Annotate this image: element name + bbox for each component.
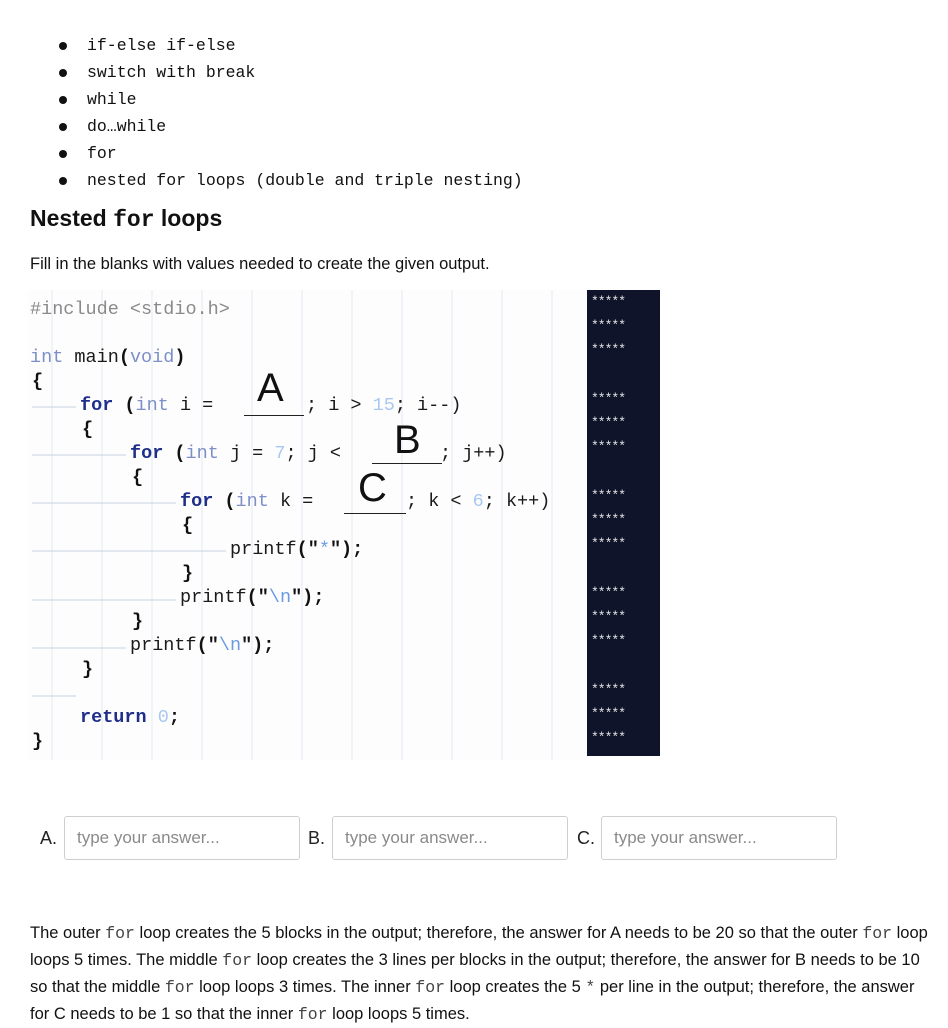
code-token: int xyxy=(135,395,169,416)
code-token: \n xyxy=(268,587,292,608)
code-token: ; j < xyxy=(285,443,353,464)
answer-a-input[interactable] xyxy=(64,816,300,860)
code-token: "); xyxy=(329,539,364,560)
code-line-return xyxy=(80,707,180,728)
bullet-dot xyxy=(59,123,67,131)
code-token: #include xyxy=(30,299,119,320)
output-row: ***** xyxy=(591,730,626,745)
code-line-outer-for xyxy=(80,395,224,416)
code-token: ) xyxy=(174,347,186,368)
code-line-printf-star xyxy=(230,539,363,560)
heading-text: loops xyxy=(154,205,223,231)
code-line-open-brace: { xyxy=(32,371,44,392)
explanation-code: * xyxy=(585,978,596,997)
code-line-close-brace: } xyxy=(182,563,194,584)
output-row: ***** xyxy=(591,536,626,551)
list-item-text: switch with break xyxy=(87,63,256,82)
explanation-segment: loop loops 3 times. The inner xyxy=(194,978,416,996)
code-token: for xyxy=(180,491,214,512)
list-item xyxy=(58,61,523,88)
topic-list xyxy=(58,34,523,196)
answer-c-input[interactable] xyxy=(601,816,837,860)
code-token: int xyxy=(235,491,269,512)
code-token: ; k++) xyxy=(483,491,551,512)
output-row: ***** xyxy=(591,488,626,503)
code-token: void xyxy=(129,347,175,368)
explanation-segment: loop loops 5 times. The middle xyxy=(30,924,928,969)
output-row: ***** xyxy=(591,439,626,454)
explanation-segment: per line in the output; therefore, the answer for C needs to be 1 so that the inner xyxy=(30,978,915,1023)
code-line-close-brace: } xyxy=(132,611,144,632)
code-token: printf xyxy=(130,635,197,656)
bullet-dot xyxy=(59,96,67,104)
explanation-code: for xyxy=(297,1005,328,1024)
output-row: ***** xyxy=(591,633,626,648)
bullet-dot xyxy=(59,69,67,77)
list-item xyxy=(58,34,523,61)
code-line-inner-for-rest xyxy=(406,491,550,512)
code-token: k = xyxy=(268,491,325,512)
explanation-code: for xyxy=(105,924,135,943)
list-item-text: nested for loops (double and triple nesting) xyxy=(87,171,523,190)
code-line-open-brace: { xyxy=(82,419,94,440)
code-token: i = xyxy=(168,395,225,416)
list-item-text: for xyxy=(87,144,117,163)
list-item xyxy=(58,115,523,142)
answer-row xyxy=(0,816,948,862)
code-token: ( xyxy=(174,443,186,464)
list-item xyxy=(58,169,523,196)
code-token: printf xyxy=(180,587,247,608)
code-token: for xyxy=(130,443,164,464)
code-line-include xyxy=(30,299,230,320)
explanation-text xyxy=(30,920,935,1028)
output-row: ***** xyxy=(591,391,626,406)
list-item-text: while xyxy=(87,90,137,109)
code-line-open-brace: { xyxy=(132,467,144,488)
code-line-main xyxy=(30,347,185,368)
code-token: main xyxy=(63,347,119,368)
explanation-code: for xyxy=(862,924,893,943)
code-token: int xyxy=(185,443,219,464)
program-output-console xyxy=(587,290,660,756)
explanation-segment: loop creates the 3 lines per blocks in the output; therefore, the answer for B needs to be 10 so that the middle xyxy=(30,951,920,996)
output-row: ***** xyxy=(591,294,626,309)
explanation-code: for xyxy=(164,978,195,997)
list-item-text: do…while xyxy=(87,117,167,136)
code-token: 0 xyxy=(157,707,169,728)
code-token: ; xyxy=(168,707,180,728)
answer-b-label: B. xyxy=(308,828,326,848)
code-token: "); xyxy=(291,587,325,608)
list-item xyxy=(58,88,523,115)
code-token: ( xyxy=(118,347,130,368)
output-row: ***** xyxy=(591,512,626,527)
code-line-printf-newline xyxy=(180,587,324,608)
code-line-middle-for-rest: ; j++) xyxy=(440,443,507,464)
code-token: ; k < xyxy=(406,491,473,512)
code-token: (" xyxy=(246,587,269,608)
code-token: 15 xyxy=(372,395,395,416)
code-token: 7 xyxy=(274,443,286,464)
code-line-outer-for-rest xyxy=(306,395,461,416)
code-token: \n xyxy=(218,635,242,656)
output-row: ***** xyxy=(591,342,626,357)
code-line-close-brace: } xyxy=(32,731,44,752)
output-row: ***** xyxy=(591,682,626,697)
list-item xyxy=(58,142,523,169)
explanation-code: for xyxy=(415,978,446,997)
output-row: ***** xyxy=(591,706,626,721)
blank-c-letter: C xyxy=(358,466,387,510)
code-token: ; i--) xyxy=(394,395,462,416)
heading-text: Nested xyxy=(30,205,114,231)
list-item-text: if-else if-else xyxy=(87,36,236,55)
bullet-dot xyxy=(59,177,67,185)
section-heading xyxy=(30,205,222,233)
answer-b-input[interactable] xyxy=(332,816,568,860)
code-token: return xyxy=(80,707,147,728)
output-row: ***** xyxy=(591,415,626,430)
bullet-dot xyxy=(59,42,67,50)
answer-c-label: C. xyxy=(577,828,595,848)
output-row: ***** xyxy=(591,609,626,624)
code-token: ; i > xyxy=(306,395,373,416)
code-token: (" xyxy=(296,539,319,560)
code-line-open-brace: { xyxy=(182,515,194,536)
explanation-code: for xyxy=(222,951,253,970)
code-token: 6 xyxy=(472,491,484,512)
output-row: ***** xyxy=(591,318,626,333)
code-token: for xyxy=(80,395,114,416)
code-token: ( xyxy=(124,395,136,416)
code-token: ( xyxy=(224,491,236,512)
code-token: * xyxy=(318,539,330,560)
explanation-segment: loop creates the 5 blocks in the output; therefore, the answer for A needs to be 20 so that the outer xyxy=(134,924,863,942)
code-line-middle-for xyxy=(130,443,352,464)
heading-code: for xyxy=(113,207,155,233)
blank-a-letter: A xyxy=(257,366,284,410)
instructions: Fill in the blanks with values needed to create the given output. xyxy=(30,255,490,273)
code-token: "); xyxy=(241,635,275,656)
code-line-close-brace: } xyxy=(82,659,94,680)
code-token: <stdio.h> xyxy=(118,299,230,320)
answer-a-label: A. xyxy=(40,828,58,848)
explanation-segment: The outer xyxy=(30,924,106,942)
bullet-dot xyxy=(59,150,67,158)
output-row: ***** xyxy=(591,585,626,600)
code-line-inner-for xyxy=(180,491,324,512)
blank-b-letter: B xyxy=(394,418,421,462)
code-line-printf-newline xyxy=(130,635,274,656)
code-token: printf xyxy=(230,539,297,560)
code-token: (" xyxy=(196,635,219,656)
explanation-segment: loop loops 5 times. xyxy=(327,1005,470,1023)
code-editor xyxy=(28,290,588,760)
code-token: j = xyxy=(218,443,275,464)
explanation-segment: loop creates the 5 xyxy=(445,978,586,996)
code-token: int xyxy=(30,347,64,368)
